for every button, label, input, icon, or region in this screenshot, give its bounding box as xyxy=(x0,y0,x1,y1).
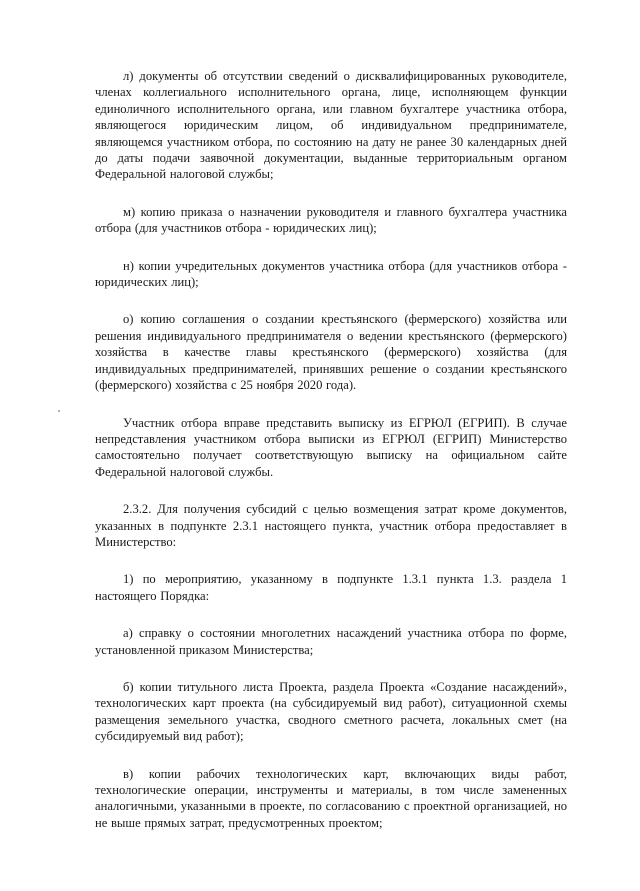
paragraph-2-3-2: 2.3.2. Для получения субсидий с целью возмещения затрат кроме документов, указанных в подпункте 2.3.1 настоящего пункта, участник отбора предоставляет в Министерство: xyxy=(95,502,567,549)
paragraph-v-technological-maps: в) копии рабочих технологических карт, включающих виды работ, технологические операции, инструменты и материалы, в том числе замененных аналогичными, указанными в проекте, по согласованию с проектной организацией, но не выше прямых затрат, предусмотренных проектом; xyxy=(95,766,567,830)
paragraph-a-plantings-certificate: а) справку о состоянии многолетних насаждений участника отбора по форме, установленной приказом Министерства; xyxy=(95,626,567,657)
paragraph-l-disqualification-documents: л) документы об отсутствии сведений о дисквалифицированных руководителе, членах коллегиального исполнительного органа, лице, исполняющем функции единоличного исполнительного органа, или главном бухгалтере участника отбора, являющегося юридическим лицом, об индивидуальном предпринимателе, являющемся участником отбора, по состоянию на дату не ранее 30 календарных дней до даты подачи заявочной документации, выданные территориальным органом Федеральной налоговой службы; xyxy=(95,69,567,182)
paragraph-item-1: 1) по мероприятию, указанному в подпункте 1.3.1 пункта 1.3. раздела 1 настоящего Порядка: xyxy=(95,572,567,603)
paragraph-egrul-extract: Участник отбора вправе представить выписку из ЕГРЮЛ (ЕГРИП). В случае непредставления участником отбора выписки из ЕГРЮЛ (ЕГРИП) Министерство самостоятельно получает соответствующую выписку на официальном сайте Федеральной налоговой службы. xyxy=(95,415,567,479)
paragraph-o-farm-agreement: о) копию соглашения о создании крестьянского (фермерского) хозяйства или решения индивидуального предпринимателя о ведении крестьянского (фермерского) хозяйства в качестве главы крестьянского (фермерского) хозяйства (для индивидуальных предпринимателей, принявших решение о создании крестьянского (фермерского) хозяйства с 25 ноября 2020 года). xyxy=(95,312,567,393)
paragraph-b-project-copies: б) копии титульного листа Проекта, раздела Проекта «Создание насаждений», технологических карт проекта (на субсидируемый вид работ), ситуационной схемы размещения земельного участка, сводного сметного расчета, локальных смет (на субсидируемый вид работ); xyxy=(95,679,567,744)
scan-speck xyxy=(58,410,60,412)
paragraph-n-founding-documents: н) копии учредительных документов участника отбора (для участников отбора - юридических лиц); xyxy=(95,258,567,290)
document-body xyxy=(95,68,567,852)
paragraph-m-appointment-order: м) копию приказа о назначении руководителя и главного бухгалтера участника отбора (для участников отбора - юридических лиц); xyxy=(95,204,567,236)
